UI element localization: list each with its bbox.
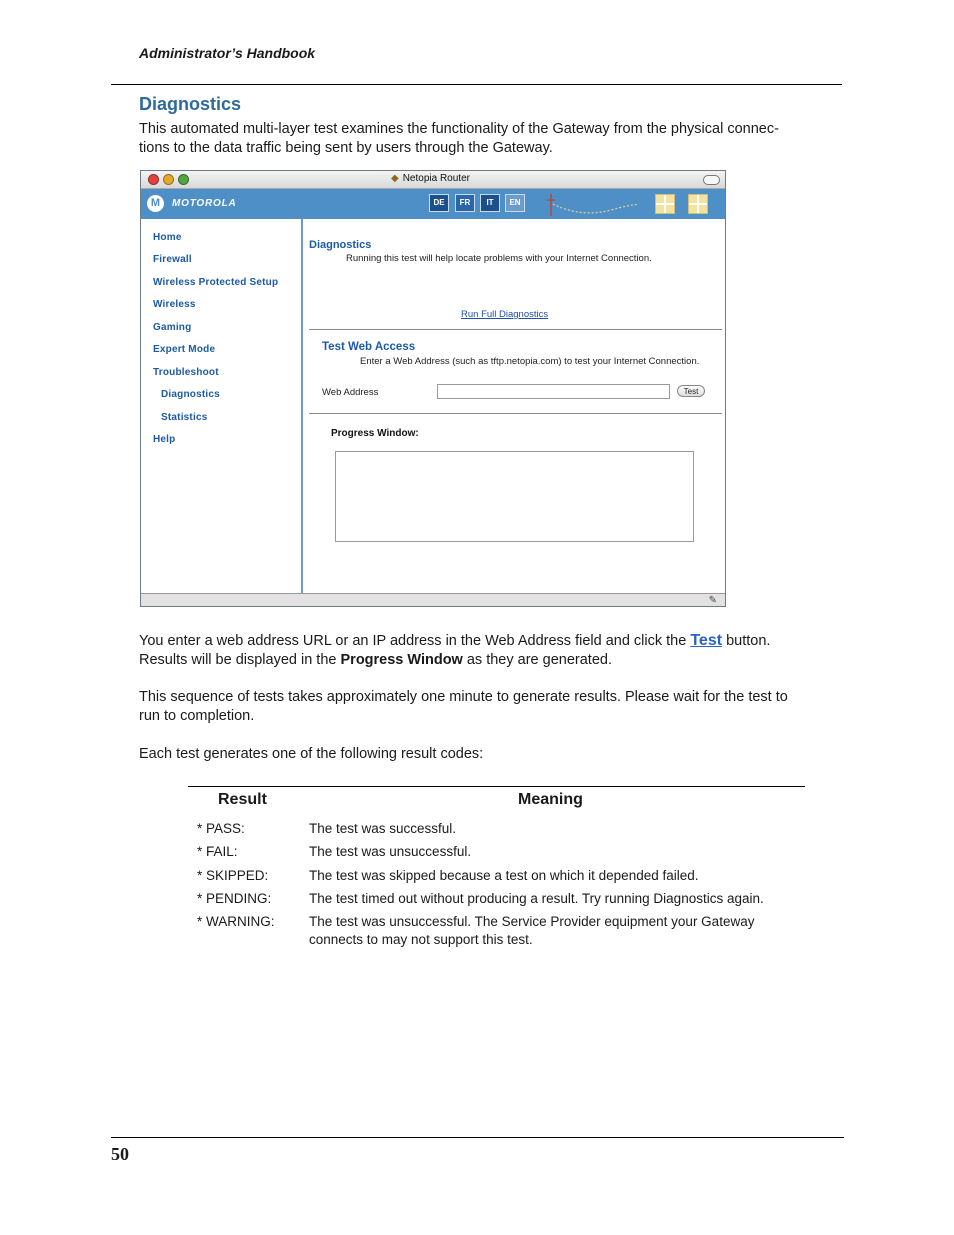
- table-row-meaning: The test was successful.: [309, 821, 457, 836]
- paragraph-duration-line-1: This sequence of tests takes approximately one minute to generate results. Please wait for the test to: [139, 689, 788, 705]
- content-divider: [309, 329, 722, 330]
- table-header-result: Result: [218, 791, 267, 808]
- table-top-rule: [188, 786, 805, 787]
- router-window-screenshot: [140, 170, 726, 607]
- section-heading: Diagnostics: [139, 94, 242, 114]
- lang-en-button[interactable]: EN: [505, 194, 525, 212]
- web-address-label: Web Address: [322, 387, 379, 398]
- lang-de-button[interactable]: DE: [429, 194, 449, 212]
- nav-wireless-protected-setup[interactable]: Wireless Protected Setup: [153, 277, 279, 288]
- table-row-meaning: The test was unsuccessful.: [309, 844, 472, 859]
- table-row-code: * PASS:: [197, 821, 245, 836]
- router-sidebar-nav: [141, 219, 303, 593]
- content-divider: [309, 413, 722, 414]
- page-number: 50: [111, 1144, 129, 1164]
- test-button[interactable]: Test: [677, 385, 705, 397]
- nav-wireless[interactable]: Wireless: [153, 299, 196, 310]
- intro-line-2: tions to the data traffic being sent by users through the Gateway.: [139, 140, 553, 156]
- content-description: Running this test will help locate problems with your Internet Connection.: [346, 253, 652, 264]
- decorative-antenna-icon: [541, 192, 641, 216]
- motorola-logo-icon: M: [147, 195, 164, 212]
- test-web-access-title: Test Web Access: [322, 341, 416, 353]
- window-tile-icon: [655, 194, 675, 214]
- nav-firewall[interactable]: Firewall: [153, 254, 192, 265]
- table-row-code: * FAIL:: [197, 844, 238, 859]
- nav-expert-mode[interactable]: Expert Mode: [153, 344, 216, 355]
- running-header: Administrator’s Handbook: [139, 45, 316, 61]
- router-content-pane: [305, 219, 725, 593]
- table-row-meaning-continued: connects to may not support this test.: [309, 932, 533, 947]
- table-row-code: * PENDING:: [197, 891, 272, 906]
- lang-it-button[interactable]: IT: [480, 194, 500, 212]
- paragraph-test-instructions: [139, 631, 770, 651]
- paragraph-text: You enter a web address URL or an IP address in the Web Address field and click the: [139, 633, 691, 649]
- window-titlebar: [141, 171, 725, 189]
- brand-name: MOTOROLA: [172, 198, 237, 209]
- edit-icon[interactable]: ✎: [708, 595, 717, 606]
- paragraph-text: button.: [722, 633, 771, 649]
- test-web-access-description: Enter a Web Address (such as tftp.netopia.com) to test your Internet Connection.: [360, 356, 700, 367]
- table-header-meaning: Meaning: [518, 791, 583, 808]
- content-title: Diagnostics: [309, 239, 372, 251]
- paragraph-text: as they are generated.: [462, 652, 612, 668]
- nav-help[interactable]: Help: [153, 434, 176, 445]
- nav-home[interactable]: Home: [153, 232, 182, 243]
- lang-fr-button[interactable]: FR: [455, 194, 475, 212]
- window-title: [391, 173, 470, 184]
- progress-window-label: Progress Window:: [331, 428, 419, 439]
- close-icon[interactable]: [148, 174, 159, 185]
- nav-statistics[interactable]: Statistics: [161, 412, 208, 423]
- table-row-meaning: The test was skipped because a test on which it depended failed.: [309, 868, 699, 883]
- footer-rule: [111, 1137, 844, 1138]
- table-row-code: * SKIPPED:: [197, 868, 269, 883]
- table-row-meaning: The test was unsuccessful. The Service Provider equipment your Gateway: [309, 914, 755, 929]
- run-full-diagnostics-link[interactable]: Run Full Diagnostics: [461, 309, 549, 320]
- test-link[interactable]: Test: [690, 632, 723, 649]
- intro-line-1: This automated multi-layer test examines the functionality of the Gateway from the physical connec-: [139, 121, 779, 137]
- window-title-text: Netopia Router: [402, 173, 470, 184]
- nav-diagnostics[interactable]: Diagnostics: [161, 389, 220, 400]
- window-tile-icon: [688, 194, 708, 214]
- paragraph-result-codes-intro: Each test generates one of the following result codes:: [139, 746, 484, 762]
- motorola-banner: [141, 189, 725, 219]
- window-statusbar: [141, 593, 725, 606]
- netopia-globe-icon: ◆: [391, 173, 399, 184]
- progress-window-term: Progress Window: [340, 652, 463, 668]
- minimize-icon[interactable]: [163, 174, 174, 185]
- zoom-icon[interactable]: [178, 174, 189, 185]
- paragraph-results-line: [139, 651, 612, 670]
- toolbar-toggle-icon[interactable]: [703, 175, 720, 185]
- paragraph-duration-line-2: run to completion.: [139, 708, 255, 724]
- web-address-input[interactable]: [437, 384, 670, 399]
- table-row-code: * WARNING:: [197, 914, 275, 929]
- progress-window: [335, 451, 694, 542]
- nav-gaming[interactable]: Gaming: [153, 322, 192, 333]
- paragraph-text: Results will be displayed in the: [139, 652, 341, 668]
- table-row-meaning: The test timed out without producing a result. Try running Diagnostics again.: [309, 891, 764, 906]
- nav-troubleshoot[interactable]: Troubleshoot: [153, 367, 219, 378]
- header-rule: [111, 84, 842, 85]
